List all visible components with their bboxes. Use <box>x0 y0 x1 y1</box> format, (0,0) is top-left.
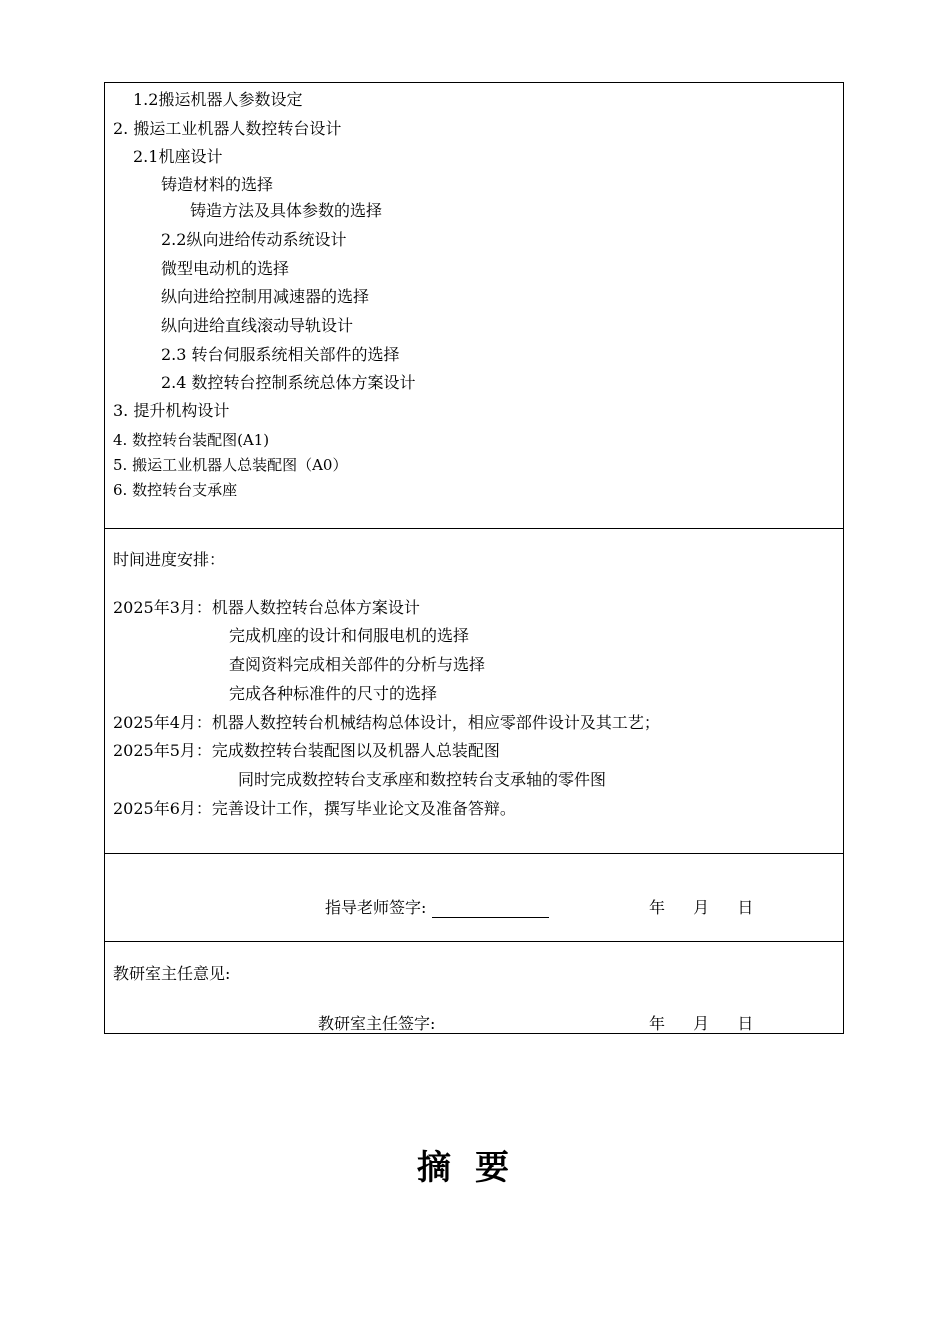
schedule-line: 2025年6月：完善设计工作，撰写毕业论文及准备答辩。 <box>113 799 516 818</box>
contents-item: 4. 数控转台装配图(A1) <box>113 431 270 449</box>
contents-item: 微型电动机的选择 <box>161 259 290 278</box>
director-opinion-label: 教研室主任意见: <box>113 964 231 983</box>
advisor-signature-row <box>325 898 549 918</box>
director-cell <box>105 941 843 1035</box>
contents-item: 纵向进给直线滚动导轨设计 <box>161 316 354 335</box>
schedule-line: 同时完成数控转台支承座和数控转台支承轴的零件图 <box>238 770 607 789</box>
contents-item: 2.4 数控转台控制系统总体方案设计 <box>161 373 416 392</box>
contents-item: 2.3 转台伺服系统相关部件的选择 <box>161 345 400 364</box>
schedule-line: 查阅资料完成相关部件的分析与选择 <box>229 655 486 674</box>
contents-item: 5. 搬运工业机器人总装配图（A0） <box>113 456 348 474</box>
contents-item: 铸造材料的选择 <box>161 175 274 194</box>
advisor-signature-cell <box>105 853 843 941</box>
contents-item: 6. 数控转台支承座 <box>113 481 238 499</box>
schedule-title: 时间进度安排： <box>113 550 226 569</box>
contents-item: 2. 搬运工业机器人数控转台设计 <box>113 119 342 138</box>
contents-item: 2.2纵向进给传动系统设计 <box>161 230 347 249</box>
schedule-line: 完成机座的设计和伺服电机的选择 <box>229 626 470 645</box>
contents-item: 铸造方法及具体参数的选择 <box>190 201 383 220</box>
schedule-line: 2025年3月：机器人数控转台总体方案设计 <box>113 598 420 617</box>
schedule-line: 2025年5月：完成数控转台装配图以及机器人总装配图 <box>113 741 500 760</box>
contents-item: 1.2搬运机器人参数设定 <box>133 90 303 109</box>
advisor-signature-field[interactable] <box>432 901 549 918</box>
contents-cell <box>105 83 843 528</box>
contents-item: 3. 提升机构设计 <box>113 401 230 420</box>
director-signature-field[interactable] <box>441 1017 558 1034</box>
task-form-table <box>104 82 844 1034</box>
director-date: 年 月 日 <box>649 1014 760 1033</box>
schedule-line: 完成各种标准件的尺寸的选择 <box>229 684 438 703</box>
contents-item: 纵向进给控制用减速器的选择 <box>161 287 370 306</box>
director-signature-row <box>318 1014 558 1034</box>
abstract-heading: 摘要 <box>417 1148 533 1188</box>
schedule-cell <box>105 528 843 853</box>
contents-item: 2.1机座设计 <box>133 147 223 166</box>
director-sign-label: 教研室主任签字: <box>318 1014 436 1033</box>
advisor-date: 年 月 日 <box>649 898 760 917</box>
advisor-sign-label: 指导老师签字: <box>325 898 427 917</box>
schedule-line: 2025年4月：机器人数控转台机械结构总体设计，相应零部件设计及其工艺； <box>113 713 660 732</box>
